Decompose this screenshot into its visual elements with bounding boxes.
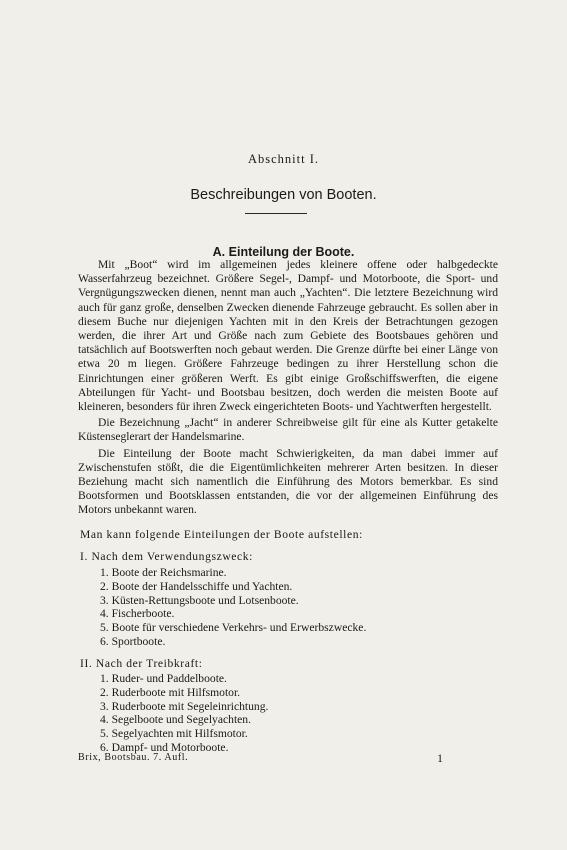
list-item: 6. Sportboote.	[100, 634, 166, 648]
list-item: 4. Fischerboote.	[100, 607, 175, 621]
footer-reference: Brix, Bootsbau. 7. Aufl.	[78, 752, 189, 763]
list-item: 5. Boote für verschiedene Verkehrs- und Erwerbszwecke.	[100, 621, 367, 635]
body-text	[78, 258, 498, 520]
divider-rule	[245, 213, 307, 214]
chapter-title: Beschreibungen von Booten.	[190, 186, 377, 203]
list-item: 5. Segelyachten mit Hilfsmotor.	[100, 727, 248, 741]
list-item: 1. Ruder- und Paddelboote.	[100, 672, 227, 685]
subheading: A. Einteilung der Boote.	[212, 245, 355, 260]
list-item: 2. Boote der Handelsschiffe und Yachten.	[100, 579, 293, 593]
list-item: 1. Boote der Reichsmarine.	[100, 566, 227, 579]
paragraph: Die Bezeichnung „Jacht“ in anderer Schreibweise gilt für eine als Kutter getakelte Küstenseglerart der Handelsmarine.	[78, 416, 498, 444]
category-list	[100, 566, 500, 649]
category-list	[100, 672, 500, 755]
page-number: 1	[437, 751, 443, 765]
list-item: 3. Küsten-Rettungsboote und Lotsenboote.	[100, 593, 299, 607]
list-item: 2. Ruderboote mit Hilfsmotor.	[100, 685, 241, 699]
category-heading: II. Nach der Treibkraft:	[80, 657, 203, 670]
list-item: 3. Ruderboote mit Segeleinrichtung.	[100, 699, 269, 713]
section-heading: Abschnitt I.	[247, 152, 320, 166]
list-item: 6. Dampf- und Motorboote.	[100, 740, 229, 754]
list-item: 4. Segelboote und Segelyachten.	[100, 713, 252, 727]
paragraph: Die Einteilung der Boote macht Schwierigkeiten, da man dabei immer auf Zwischenstufen stößt, die die Eigentümlichkeiten mehrerer Arten besitzen. In dieser Beziehung macht sich namentlich die Einführung des Motors bemerkbar. Es sind Bootsformen und Bootsklassen entstanden, die vor der allgemeinen Einführung des Motors unbekannt waren.	[78, 446, 498, 517]
paragraph: Mit „Boot“ wird im allgemeinen jedes kleinere offene oder halbgedeckte Wasserfahrzeug bezeichnet. Größere Segel-, Dampf- und Motorboote, die Sport- und Vergnügungszwecken dienen, nennt man auch „Yachten“. Die letztere Bezeichnung wird auch für ganz große, denselben Zwecken dienende Fahrzeuge gebraucht. Es sollen aber in diesem Buche nur diejenigen Yachten mit in den Kreis der Betrachtungen gezogen werden, die ihrer Art und Größe nach zum Gebiete des Bootsbaues gehören und tatsächlich auf Bootswerften noch gebaut werden. Die Grenze dürfte bei einer Länge von etwa 20 m liegen. Größere Fahrzeuge bedingen zu ihrer Herstellung schon die Einrichtungen einer größeren Werft. Es gibt einige Großschiffswerften, die eigene Abteilungen für Yacht- und Bootsbau besitzen, doch werden die meisten Boote auf kleineren, besonders für ihren Zweck eingerichteten Boots- und Yachtwerften hergestellt.	[78, 258, 498, 414]
classification-intro: Man kann folgende Einteilungen der Boote aufstellen:	[80, 528, 363, 541]
category-heading: I. Nach dem Verwendungszweck:	[80, 550, 254, 563]
